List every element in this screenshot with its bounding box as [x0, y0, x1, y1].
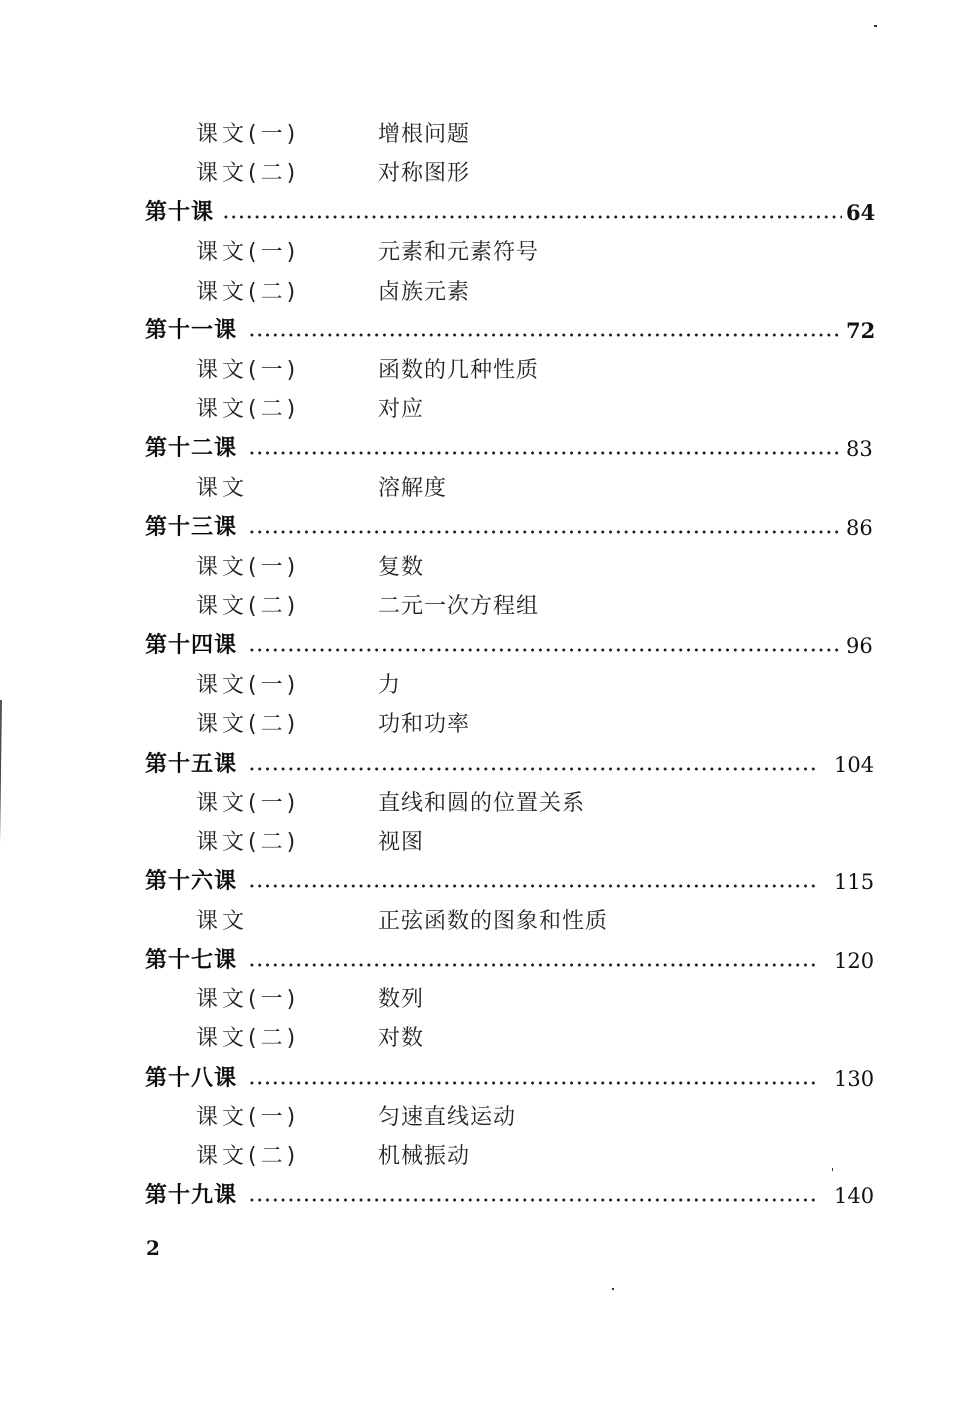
toc-lesson-entry[interactable] [0, 867, 960, 906]
toc-text-entry [0, 395, 960, 434]
text-label: 课文(二) [196, 830, 300, 855]
toc-text-entry [0, 238, 960, 277]
text-label: 课文(一) [196, 791, 300, 816]
dot-leader [248, 530, 842, 534]
text-title: 函数的几种性质 [378, 358, 540, 383]
dot-leader [222, 215, 842, 219]
toc-lesson-entry[interactable] [0, 631, 960, 670]
lesson-title: 第十三课 [145, 515, 238, 540]
lesson-title: 第十一课 [145, 318, 238, 343]
toc-text-entry [0, 1142, 960, 1181]
text-label: 课文 [196, 476, 249, 501]
toc-text-entry [0, 159, 960, 198]
lesson-page-number: 86 [846, 516, 873, 540]
lesson-title: 第十七课 [145, 948, 238, 973]
text-title: 对数 [378, 1026, 425, 1051]
text-title: 机械振动 [378, 1144, 471, 1169]
lesson-page-number: 115 [834, 870, 875, 894]
text-label: 课文(二) [196, 1144, 300, 1169]
toc-text-entry [0, 474, 960, 513]
dot-leader [248, 963, 818, 967]
toc-lesson-entry[interactable] [0, 750, 960, 789]
text-title: 功和功率 [378, 712, 471, 737]
toc-lesson-entry[interactable] [0, 198, 960, 237]
scan-speck [874, 25, 877, 27]
lesson-title: 第十九课 [145, 1183, 238, 1208]
toc-lesson-entry[interactable] [0, 316, 960, 355]
toc-text-entry [0, 985, 960, 1024]
text-label: 课文(一) [196, 987, 300, 1012]
text-label: 课文(一) [196, 240, 300, 265]
toc-text-entry [0, 907, 960, 946]
text-title: 卤族元素 [378, 280, 471, 305]
toc-lesson-entry[interactable] [0, 1181, 960, 1220]
lesson-title: 第十二课 [145, 436, 238, 461]
toc-text-entry [0, 789, 960, 828]
text-title: 复数 [378, 555, 425, 580]
dot-leader [248, 884, 818, 888]
lesson-title: 第十四课 [145, 633, 238, 658]
lesson-page-number: 130 [834, 1067, 875, 1091]
text-title: 对称图形 [378, 161, 471, 186]
toc-text-entry [0, 553, 960, 592]
toc-text-entry [0, 1103, 960, 1142]
scan-speck [612, 1288, 614, 1290]
dot-leader [248, 767, 818, 771]
toc-lesson-entry[interactable] [0, 434, 960, 473]
toc-text-entry [0, 710, 960, 749]
text-label: 课文(一) [196, 673, 300, 698]
toc-text-entry [0, 828, 960, 867]
text-label: 课文 [196, 909, 249, 934]
text-title: 二元一次方程组 [378, 594, 540, 619]
dot-leader [248, 648, 842, 652]
toc-text-entry [0, 1024, 960, 1063]
toc-text-entry [0, 356, 960, 395]
lesson-title: 第十五课 [145, 752, 238, 777]
text-title: 视图 [378, 830, 425, 855]
text-label: 课文(一) [196, 1105, 300, 1130]
lesson-page-number: 96 [846, 634, 873, 658]
text-label: 课文(二) [196, 1026, 300, 1051]
lesson-title: 第十课 [145, 200, 215, 225]
lesson-title: 第十六课 [145, 869, 238, 894]
toc-lesson-entry[interactable] [0, 946, 960, 985]
text-title: 元素和元素符号 [378, 240, 540, 265]
lesson-page-number: 120 [834, 949, 875, 973]
lesson-page-number: 64 [846, 200, 876, 225]
lesson-page-number: 104 [834, 753, 875, 777]
text-title: 直线和圆的位置关系 [378, 791, 586, 816]
text-label: 课文(二) [196, 397, 300, 422]
toc-lesson-entry[interactable] [0, 1064, 960, 1103]
text-label: 课文(一) [196, 122, 300, 147]
text-label: 课文(一) [196, 358, 300, 383]
text-title: 增根问题 [378, 122, 471, 147]
text-title: 力 [378, 673, 402, 698]
lesson-page-number: 83 [846, 437, 873, 461]
text-label: 课文(二) [196, 594, 300, 619]
dot-leader [248, 451, 842, 455]
text-title: 正弦函数的图象和性质 [378, 909, 609, 934]
text-label: 课文(二) [196, 712, 300, 737]
text-title: 对应 [378, 397, 425, 422]
text-title: 数列 [378, 987, 425, 1012]
dot-leader [248, 1081, 818, 1085]
text-title: 溶解度 [378, 476, 448, 501]
text-label: 课文(二) [196, 161, 300, 186]
toc-lesson-entry[interactable] [0, 513, 960, 552]
toc-text-entry [0, 120, 960, 159]
toc-text-entry [0, 671, 960, 710]
text-label: 课文(二) [196, 280, 300, 305]
dot-leader [248, 1198, 818, 1202]
text-label: 课文(一) [196, 555, 300, 580]
toc-text-entry [0, 278, 960, 317]
lesson-page-number: 72 [846, 318, 876, 343]
text-title: 匀速直线运动 [378, 1105, 517, 1130]
toc-text-entry [0, 592, 960, 631]
lesson-page-number: 140 [834, 1184, 875, 1208]
lesson-title: 第十八课 [145, 1066, 238, 1091]
dot-leader [248, 333, 842, 337]
page-number: 2 [146, 1236, 160, 1260]
